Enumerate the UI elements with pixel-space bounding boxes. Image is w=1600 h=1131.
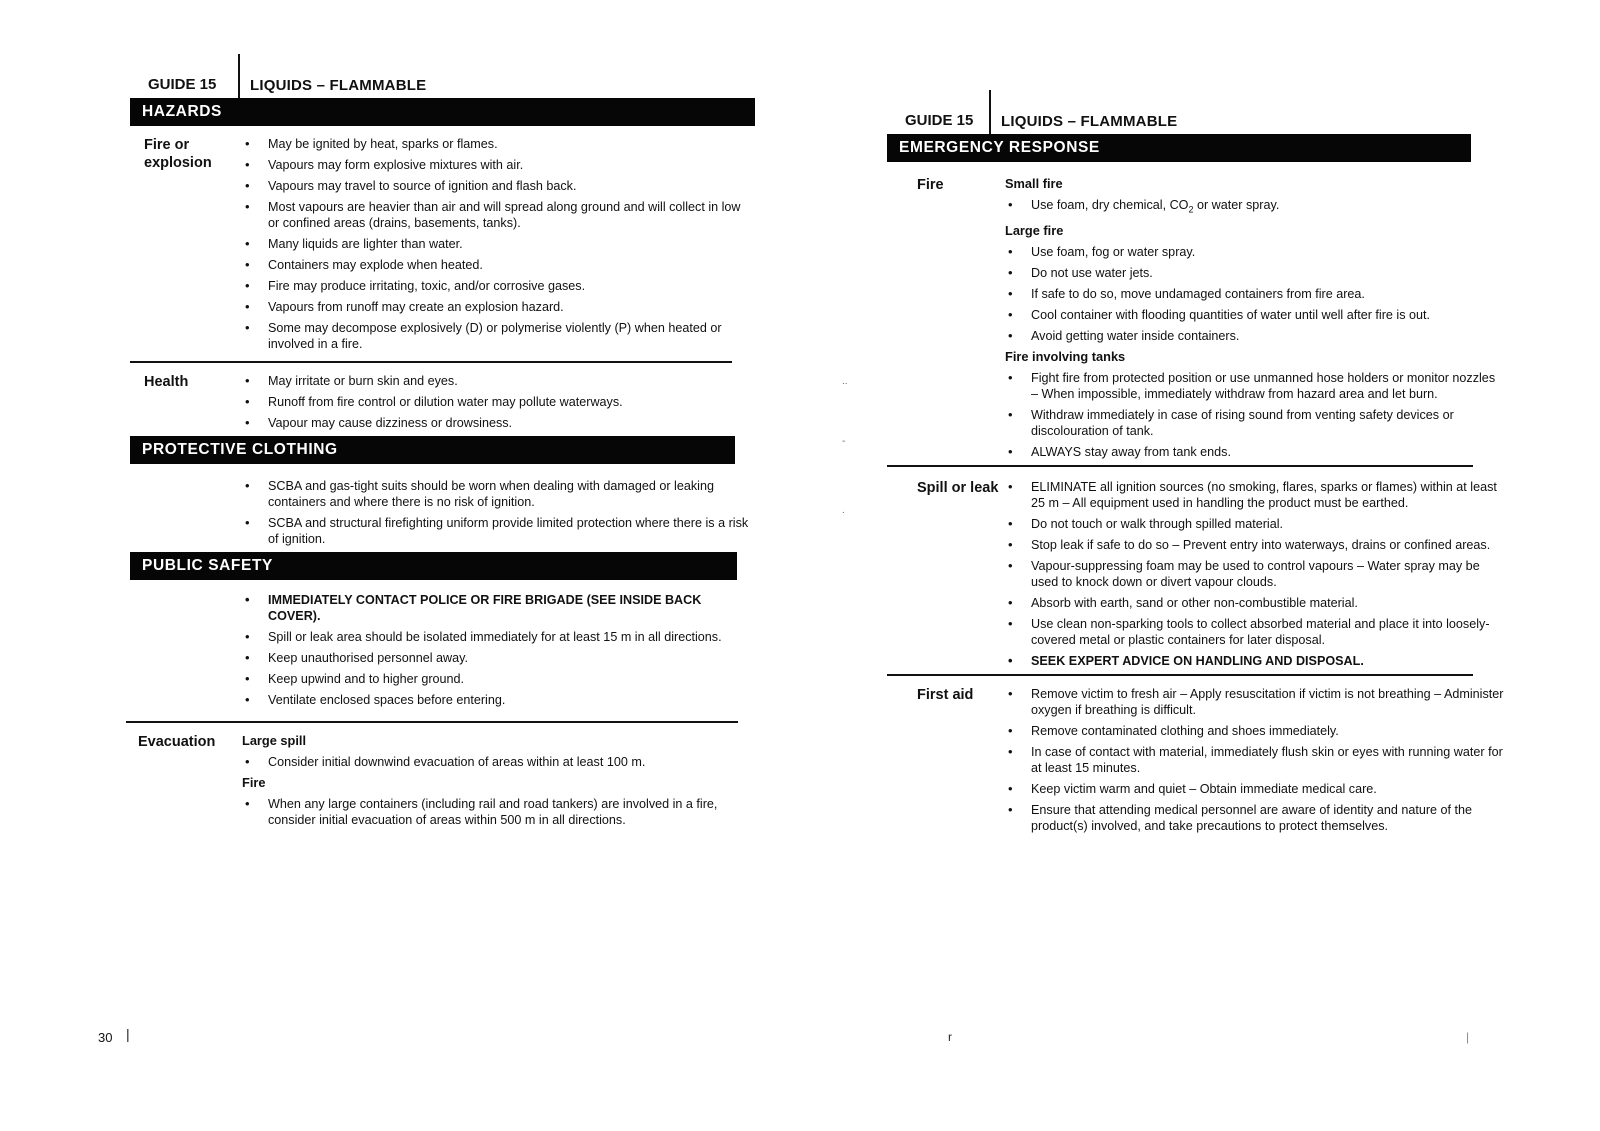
large-spill-heading: Large spill <box>242 733 307 748</box>
bullet-item: • Withdraw immediately in case of rising sound from venting safety devices or discolouration of tank. <box>1005 407 1505 439</box>
bullet-item: • Most vapours are heavier than air and will spread along ground and will collect in low or confined areas (drains, basements, tanks). <box>242 199 755 231</box>
health-section <box>130 373 755 436</box>
bullet-item: • Vapour-suppressing foam may be used to control vapours – Water spray may be used to knock down or divert vapour clouds. <box>1005 558 1505 590</box>
large-spill-list <box>242 754 755 770</box>
bullet-item: • SCBA and structural firefighting uniform provide limited protection where there is a risk of ignition. <box>242 515 755 547</box>
bullet-item: • Keep unauthorised personnel away. <box>242 650 755 666</box>
bullet-item: • Vapour may cause dizziness or drowsiness. <box>242 415 755 431</box>
bullet-item: • Some may decompose explosively (D) or polymerise violently (P) when heated or involved in a fire. <box>242 320 755 352</box>
section-rule <box>887 674 1473 676</box>
protective-clothing-section <box>130 478 755 552</box>
large-fire-heading: Large fire <box>1005 222 1064 238</box>
gutter-mark: | <box>126 1026 130 1042</box>
first-aid-label: First aid <box>917 686 974 703</box>
right-page <box>899 90 1505 839</box>
bullet-item: • Keep victim warm and quiet – Obtain immediate medical care. <box>1005 781 1505 797</box>
guide-title: LIQUIDS – FLAMMABLE <box>1001 113 1178 130</box>
evac-fire-heading: Fire <box>242 775 266 790</box>
left-page <box>130 54 755 833</box>
fire-explosion-list <box>242 136 755 357</box>
bullet-item: • Use foam, fog or water spray. <box>1005 244 1505 260</box>
section-rule <box>126 721 738 723</box>
bullet-item: • SCBA and gas-tight suits should be worn when dealing with damaged or leaking containers and where there is no risk of ignition. <box>242 478 755 510</box>
evacuation-label: Evacuation <box>138 734 216 750</box>
bullet-item: • Vapours may form explosive mixtures with air. <box>242 157 755 173</box>
bullet-item: • IMMEDIATELY CONTACT POLICE OR FIRE BRIGADE (SEE INSIDE BACK COVER). <box>242 592 755 624</box>
section-rule <box>130 361 732 363</box>
public-safety-bar: PUBLIC SAFETY <box>130 552 737 580</box>
first-aid-list <box>1005 686 1505 839</box>
health-label: Health <box>144 374 189 390</box>
scan-mark: .. <box>842 376 848 387</box>
small-fire-heading: Small fire <box>1005 176 1063 191</box>
guide-number: GUIDE 15 <box>905 112 974 129</box>
fire-label: Fire <box>917 177 944 193</box>
scan-mark: r <box>948 1030 952 1044</box>
evacuation-section <box>130 733 755 833</box>
spill-leak-section <box>905 479 1505 674</box>
spill-leak-label: Spill or leak <box>917 479 999 496</box>
bullet-item: • Vapours from runoff may create an explosion hazard. <box>242 299 755 315</box>
fire-explosion-section <box>130 136 755 357</box>
spill-leak-list <box>1005 479 1505 648</box>
scan-mark: - <box>842 436 846 447</box>
scan-mark: . <box>842 505 845 516</box>
public-safety-section <box>130 592 755 713</box>
section-rule <box>887 465 1473 467</box>
evac-fire-list <box>242 796 755 828</box>
bullet-item: • When any large containers (including rail and road tankers) are involved in a fire, consider initial evacuation of areas within 500 m in all directions. <box>242 796 755 828</box>
spill-advice-item: • SEEK EXPERT ADVICE ON HANDLING AND DISPOSAL. <box>1005 653 1505 669</box>
bullet-item: • If safe to do so, move undamaged containers from fire area. <box>1005 286 1505 302</box>
tanks-heading: Fire involving tanks <box>1005 348 1126 364</box>
tanks-list <box>1005 370 1505 460</box>
bullet-item: • Vapours may travel to source of ignition and flash back. <box>242 178 755 194</box>
protective-clothing-list <box>242 478 755 552</box>
large-fire-list <box>1005 244 1505 344</box>
bullet-item: • Stop leak if safe to do so – Prevent entry into waterways, drains or confined areas. <box>1005 537 1505 553</box>
first-aid-section <box>905 686 1505 839</box>
bullet-item: • Absorb with earth, sand or other non-combustible material. <box>1005 595 1505 611</box>
bullet-item: • In case of contact with material, immediately flush skin or eyes with running water for at least 15 minutes. <box>1005 744 1505 776</box>
emergency-response-bar: EMERGENCY RESPONSE <box>887 134 1471 162</box>
public-safety-list <box>242 592 755 713</box>
guide-number: GUIDE 15 <box>148 76 217 93</box>
small-fire-item: • Use foam, dry chemical, $CO_2$ or water spray. <box>1005 197 1505 218</box>
fire-explosion-label: Fire or explosion <box>144 137 212 171</box>
left-guide-header <box>130 54 755 98</box>
bullet-item: • Fire may produce irritating, toxic, and/or corrosive gases. <box>242 278 755 294</box>
bullet-item: • Many liquids are lighter than water. <box>242 236 755 252</box>
bullet-item: • Keep upwind and to higher ground. <box>242 671 755 687</box>
bullet-item: • Do not touch or walk through spilled material. <box>1005 516 1505 532</box>
health-list <box>242 373 755 436</box>
bullet-item: • Do not use water jets. <box>1005 265 1505 281</box>
right-guide-header <box>887 90 1505 134</box>
bullet-item: • Ventilate enclosed spaces before entering. <box>242 692 755 708</box>
bullet-item: • Containers may explode when heated. <box>242 257 755 273</box>
scan-mark: | <box>1466 1030 1470 1044</box>
bullet-item: • Cool container with flooding quantities of water until well after fire is out. <box>1005 307 1505 323</box>
bullet-item: • Fight fire from protected position or use unmanned hose holders or monitor nozzles – When impossible, immediately withdraw from hazard area and let burn. <box>1005 370 1505 402</box>
bullet-item: • Remove contaminated clothing and shoes immediately. <box>1005 723 1505 739</box>
bullet-item: • Use clean non-sparking tools to collect absorbed material and place it into loosely-covered metal or plastic containers for later disposal. <box>1005 616 1505 648</box>
bullet-item: • May irritate or burn skin and eyes. <box>242 373 755 389</box>
bullet-item: • Remove victim to fresh air – Apply resuscitation if victim is not breathing – Administer oxygen if breathing is difficult. <box>1005 686 1505 718</box>
hazards-bar: HAZARDS <box>130 98 755 126</box>
bullet-item: • Ensure that attending medical personnel are aware of identity and nature of the product(s) involved, and take precautions to protect themselves. <box>1005 802 1505 834</box>
bullet-item: • Consider initial downwind evacuation of areas within at least 100 m. <box>242 754 755 770</box>
guide-title: LIQUIDS – FLAMMABLE <box>250 77 427 94</box>
bullet-item: • ALWAYS stay away from tank ends. <box>1005 444 1505 460</box>
protective-clothing-bar: PROTECTIVE CLOTHING <box>130 436 735 464</box>
bullet-item: • ELIMINATE all ignition sources (no smoking, flares, sparks or flames) within at least 25 m – All equipment used in handling the product must be earthed. <box>1005 479 1505 511</box>
bullet-item: • Runoff from fire control or dilution water may pollute waterways. <box>242 394 755 410</box>
page-number: 30 <box>98 1030 113 1045</box>
bullet-item: • May be ignited by heat, sparks or flames. <box>242 136 755 152</box>
fire-section <box>905 176 1505 465</box>
bullet-item: • Avoid getting water inside containers. <box>1005 328 1505 344</box>
bullet-item: • Spill or leak area should be isolated immediately for at least 15 m in all directions. <box>242 629 755 645</box>
